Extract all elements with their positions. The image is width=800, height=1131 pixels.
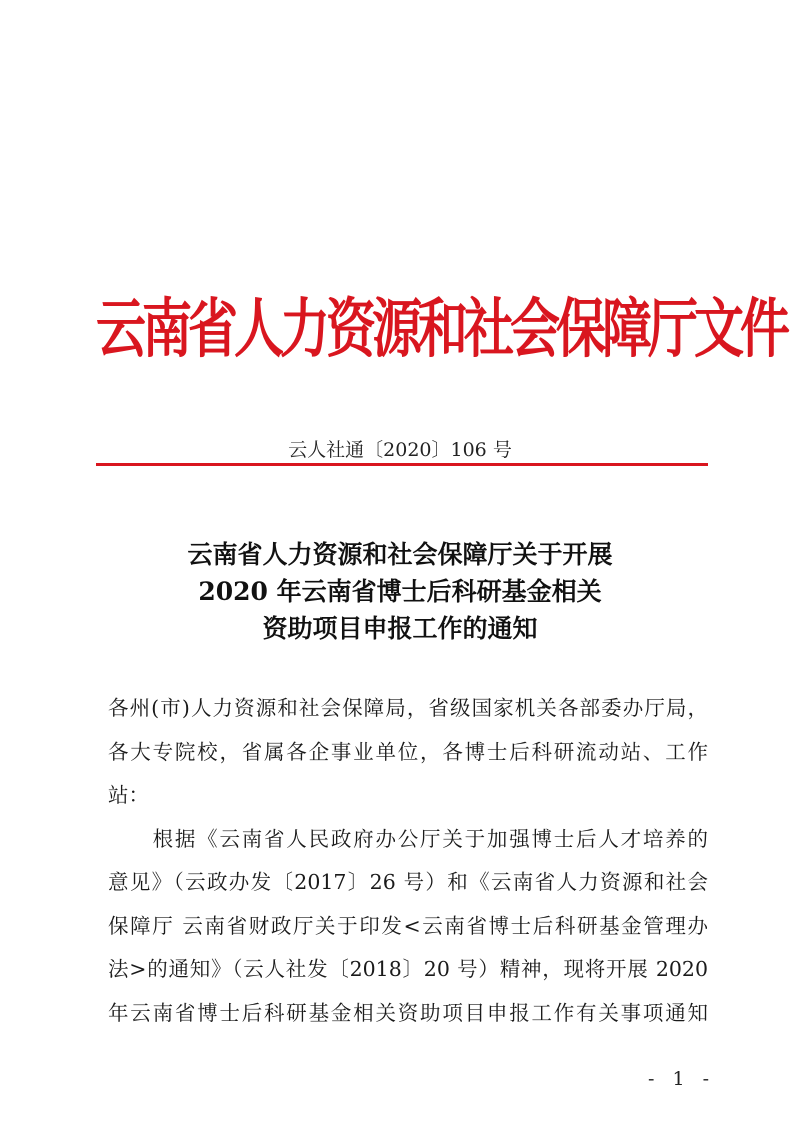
notice-title-line: 2020 年云南省博士后科研基金相关 [198,577,602,606]
paragraph-line: 根据《云南省人民政府办公厅关于加强博士后人才培养的 [108,826,708,851]
red-divider-line [96,463,708,466]
notice-title-line: 资助项目申报工作的通知 [262,614,538,643]
addressee-line: 各州(市)人力资源和社会保障局，省级国家机关各部委办厅局， [108,696,708,720]
notice-title-line: 云南省人力资源和社会保障厅关于开展 [187,540,613,569]
paragraph-line: 保障厅 云南省财政厅关于印发<云南省博士后科研基金管理办 [108,913,708,938]
page-number: - 1 - [648,1068,716,1090]
paragraph-line: 法>的通知》（云人社发〔2018〕20 号）精神，现将开展 2020 [108,957,708,981]
notice-title [0,536,800,647]
paragraph-line: 意见》（云政办发〔2017〕26 号）和《云南省人力资源和社会 [108,870,708,894]
body-text [108,687,708,1035]
masthead-title: 云南省人力资源和社会保障厅文件 [96,290,786,367]
paragraph-line: 年云南省博士后科研基金相关资助项目申报工作有关事项通知 [108,1000,708,1025]
addressee-line: 各大专院校，省属各企事业单位，各博士后科研流动站、工作 [108,739,708,764]
addressee-line: 站： [108,783,149,807]
document-number: 云人社通〔2020〕106 号 [288,439,512,461]
